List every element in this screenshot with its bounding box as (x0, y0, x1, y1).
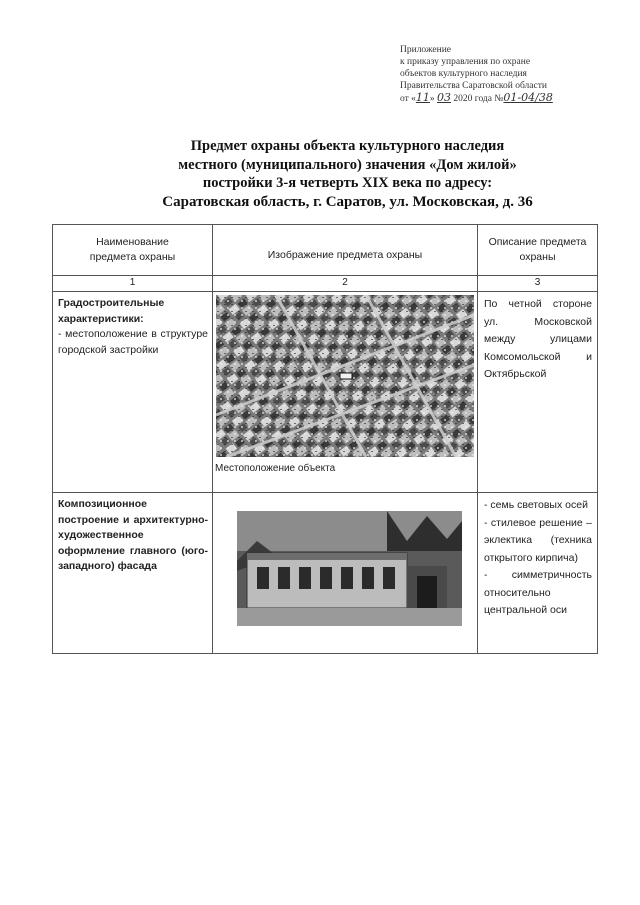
title-line: местного (муниципального) значения «Дом жилой» (178, 156, 517, 173)
title-line: постройки 3-я четверть XIX века по адресу: (202, 175, 493, 191)
header-description-line: охраны (519, 251, 556, 263)
order-number: 01-04/38 (503, 91, 553, 104)
facade-photo (237, 511, 462, 626)
header-description-line: Описание предмета (488, 236, 587, 248)
row-description-cell (478, 493, 598, 654)
appendix-line: Приложение (400, 45, 451, 55)
row-name-rest: - местоположение в структуре городской застройки (58, 328, 208, 356)
title-line: Предмет охраны объекта культурного наследия (190, 138, 505, 154)
aerial-map-image (216, 295, 474, 457)
appendix-header (400, 44, 630, 105)
date-year: 2020 года № (453, 94, 504, 104)
row-description (478, 493, 597, 620)
protection-subject-table (52, 224, 598, 654)
row-description: По четной стороне ул. Московской между улицами Комсомольской и Октябрьской (484, 298, 592, 380)
row-description-cell (478, 292, 598, 493)
appendix-date-line (400, 92, 630, 105)
table-header-row (53, 225, 598, 276)
row-name-bold: Градостроительные характеристики: (58, 297, 165, 325)
table-row (53, 292, 598, 493)
description-item: - симметричность относительно центральной оси (484, 569, 592, 616)
header-name (53, 225, 213, 276)
row-image-cell (213, 493, 478, 654)
header-image-label: Изображение предмета охраны (267, 248, 423, 261)
header-name-line: Наименование (96, 236, 169, 248)
appendix-line: объектов культурного наследия (400, 69, 527, 79)
column-number: 3 (478, 276, 598, 292)
title-line: Саратовская область, г. Саратов, ул. Московская, д. 36 (162, 193, 533, 210)
header-description (478, 225, 598, 276)
image-caption: Местоположение объекта (215, 463, 336, 474)
row-name-cell (53, 292, 213, 493)
document-title (60, 137, 635, 211)
description-item: - стилевое решение – эклектика (техника открытого кирпича) (484, 516, 592, 564)
column-number-row (53, 276, 598, 292)
header-image (213, 225, 478, 276)
description-item: - семь световых осей (484, 499, 588, 511)
date-day: 11 (415, 91, 430, 104)
date-mid: » (429, 94, 435, 104)
date-prefix: от « (400, 94, 416, 104)
appendix-line: к приказу управления по охране (400, 57, 531, 67)
column-number: 2 (213, 276, 478, 292)
table-row (53, 493, 598, 654)
appendix-line: Правительства Саратовской области (400, 81, 547, 91)
row-name-cell (53, 493, 213, 654)
column-number: 1 (53, 276, 213, 292)
date-month: 03 (437, 91, 452, 104)
row-name-bold: Композиционное построение и архитектурно-художественное оформление главного (юго-западного) фасада (58, 498, 208, 572)
header-name-line: предмета охраны (89, 251, 176, 263)
row-image-cell (213, 292, 478, 493)
